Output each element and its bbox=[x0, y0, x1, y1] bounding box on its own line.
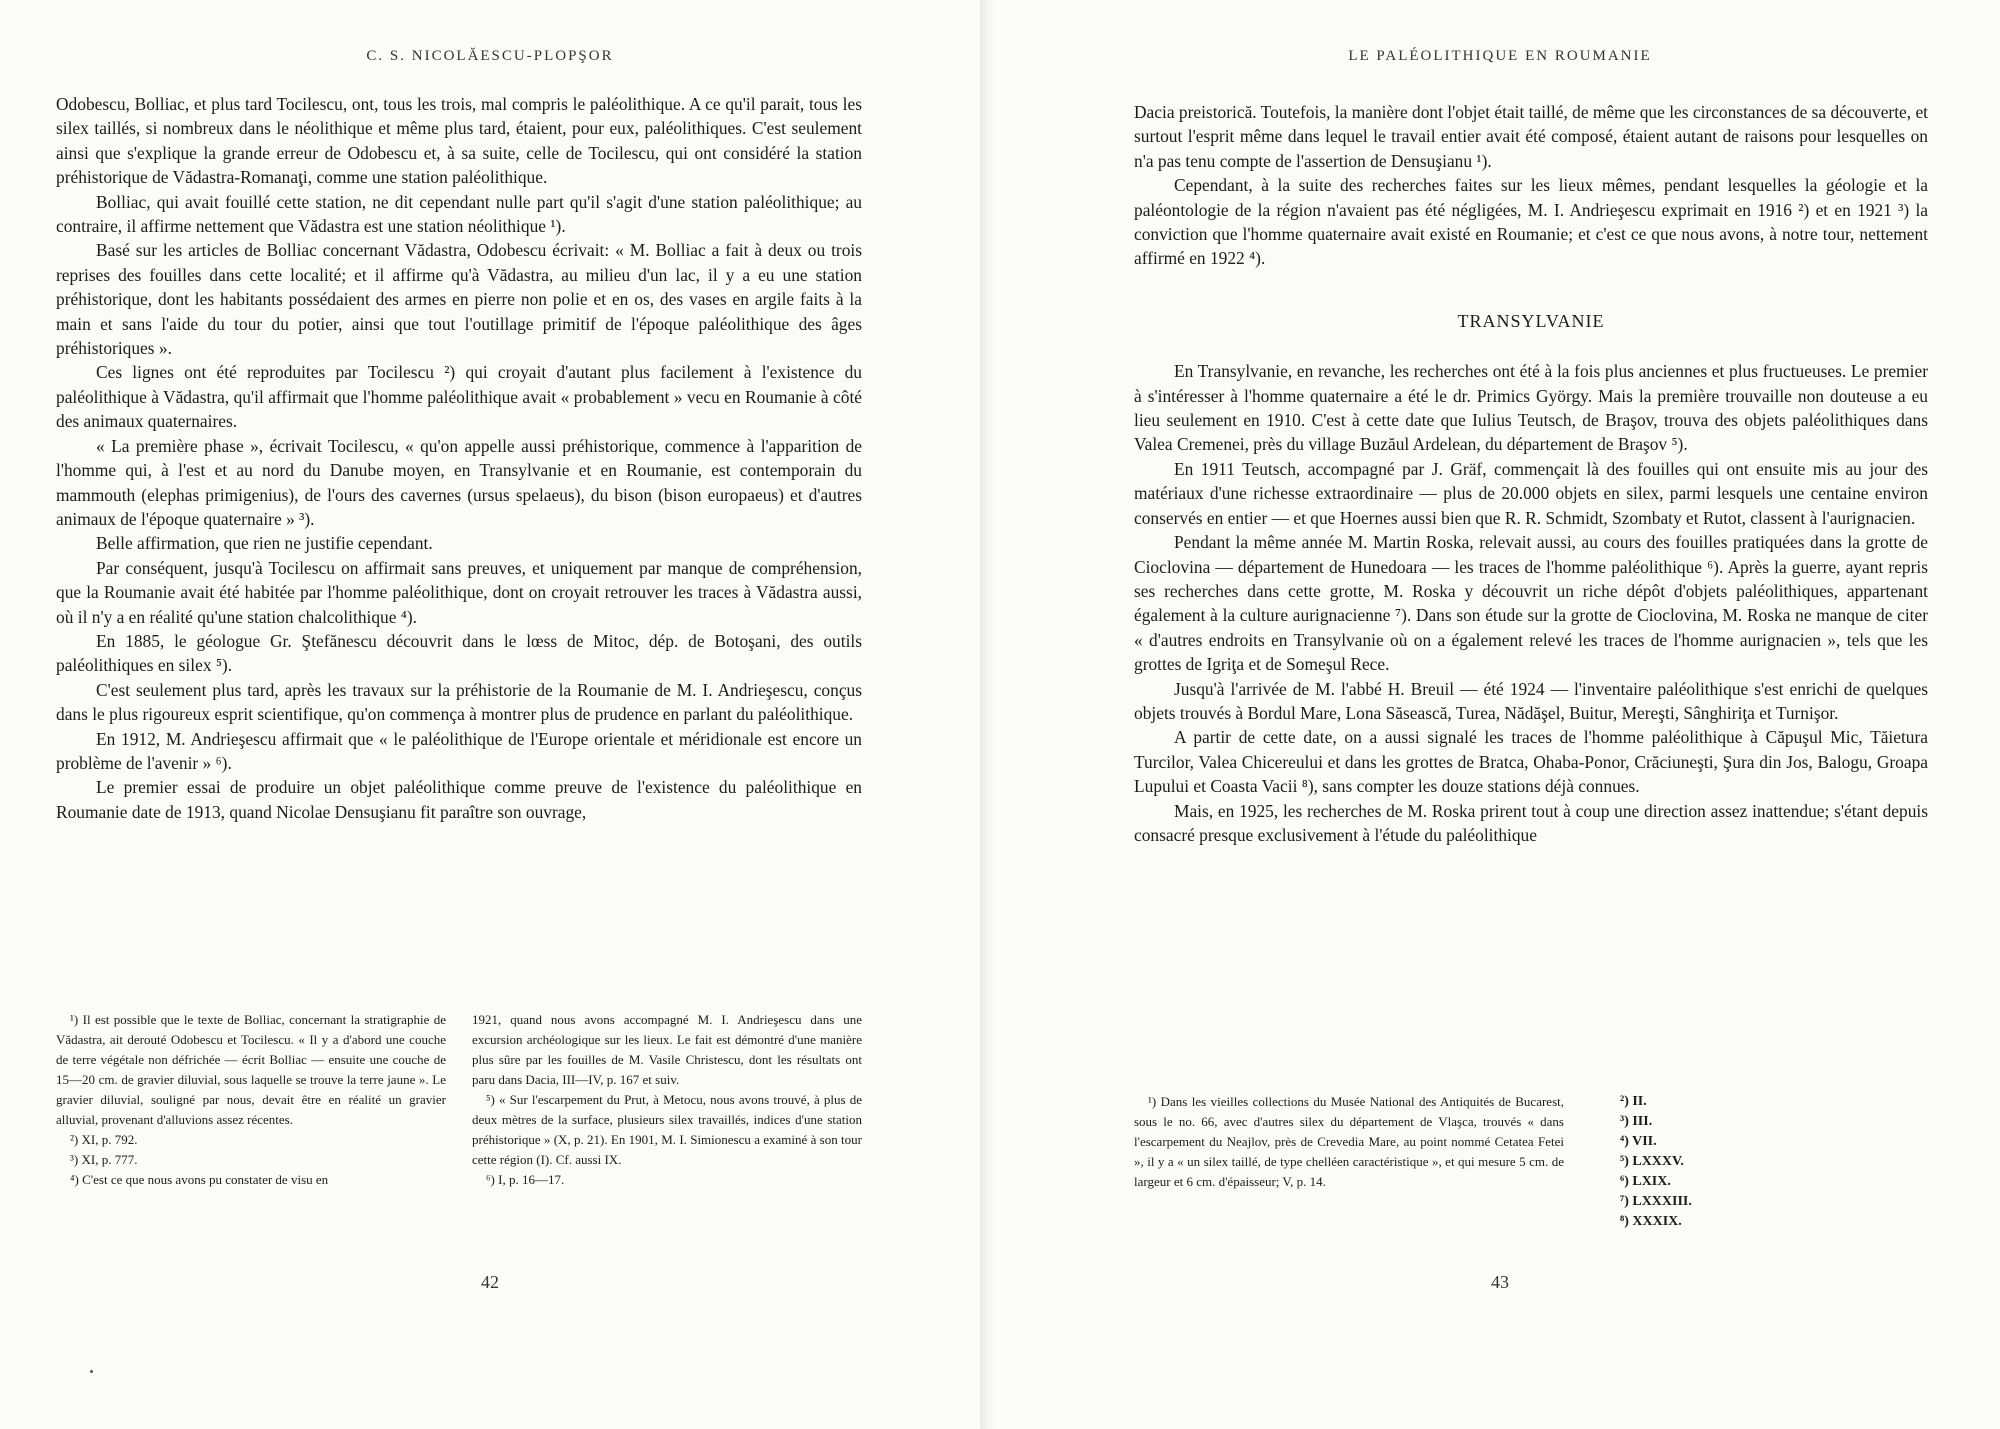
paragraph: Pendant la même année M. Martin Roska, relevait aussi, au cours des fouilles pratiquées dans la grotte de Cioclovina — département de Hunedoara — les traces de l'homme paléolithique ⁶). Après la guerre, ayant repris ses recherches dans cette grotte, M. Roska y découvrit un riche dépôt d'objets paléolithiques, appartenant également à la culture aurignacienne ⁷). Dans son étude sur la grotte de Cioclovina, M. Roska ne manque de citer « d'autres endroits en Transylvanie où on a également relevé les traces de l'homme aurignacien », tels que les grottes de Igriţa et de Someşul Rece. bbox=[1134, 532, 1928, 675]
footnotes-column-1 bbox=[1134, 1092, 1564, 1192]
page-number: 42 bbox=[481, 1272, 499, 1292]
body-text bbox=[56, 92, 862, 824]
footnote: ⁴) VII. bbox=[1620, 1134, 1657, 1149]
paragraph: Belle affirmation, que rien ne justifie cependant. bbox=[96, 533, 433, 554]
paragraph: C'est seulement plus tard, après les travaux sur la préhistorie de la Roumanie de M. I. Andrieşescu, conçus dans le plus rigoureux esprit scientifique, qu'on commença à montrer plus de prudence en parlant du paléolithique. bbox=[56, 679, 862, 725]
right-page bbox=[1000, 0, 2000, 1429]
paragraph: Odobescu, Bolliac, et plus tard Tocilescu, ont, tous les trois, mal compris le paléolithique. A ce qu'il parait, tous les silex taillés, si nombreux dans le néolithique et même plus tard, étaient, pour eux, paléolithiques. C'est seulement ainsi que s'explique la grande erreur de Odobescu et, à sa suite, celle de Tocilescu, qui ont considéré la station préhistorique de Vădastra-Romanaţi, comme une station paléolithique. bbox=[56, 94, 862, 188]
footnote: ⁸) XXXIX. bbox=[1620, 1214, 1682, 1229]
footnote: ⁵) « Sur l'escarpement du Prut, à Metocu, nous avons trouvé, à plus de deux mètres de la surface, plusieurs silex travaillés, indices d'une station préhistorique » (X, p. 21). En 1901, M. I. Simionescu a examiné à son tour cette région (I). Cf. aussi IX. bbox=[472, 1092, 862, 1167]
running-head: LE PALÉOLITHIQUE EN ROUMANIE bbox=[1348, 48, 1652, 64]
paragraph: A partir de cette date, on a aussi signalé les traces de l'homme paléolithique à Căpuşul Mic, Tăietura Turcilor, Valea Chicereului et dans les grottes de Bratca, Ohaba-Ponor, Crăciuneşti, Şura din Jos, Balogu, Groapa Lupului et Coasta Vacii ⁸), sans compter les douze stations déjà connues. bbox=[1134, 727, 1928, 797]
paragraph: Jusqu'à l'arrivée de M. l'abbé H. Breuil — été 1924 — l'inventaire paléolithique s'est enrichi de quelques objets trouvés à Bordul Mare, Lona Săsească, Turea, Nădăşel, Buitur, Mereşti, Sânghiriţa et Turnişor. bbox=[1134, 678, 1928, 723]
footnote: ²) II. bbox=[1620, 1094, 1647, 1109]
footnote: ⁶) I, p. 16—17. bbox=[486, 1172, 565, 1187]
footnote: ³) XI, p. 777. bbox=[70, 1152, 138, 1167]
paragraph: Basé sur les articles de Bolliac concernant Vădastra, Odobescu écrivait: « M. Bolliac a fait à deux ou trois reprises des fouilles dans cette localité; et il affirme qu'à Vădastra, au milieu d'un lac, il y a eu une station préhistorique, dont les habitants possédaient des armes en pierre non polie et en os, des vases en argile faits à la main et sans l'aide du tour du potier, ainsi que tout l'outillage primitif de l'époque paléolithique des âges préhistoriques ». bbox=[56, 240, 862, 359]
running-head: C. S. NICOLĂESCU-PLOPŞOR bbox=[366, 48, 614, 64]
paragraph: En Transylvanie, en revanche, les recherches ont été à la fois plus anciennes et plus fructueuses. Le premier à s'intéresser à l'homme quaternaire a été le dr. Primics György. Mais la première trouvaille non douteuse a eu lieu seulement en 1910. C'est à cette date que Iulius Teutsch, de Braşov, trouva des objets paléolithiques dans Valea Cremenei, près du village Buzăul Ardelean, du département de Braşov ⁵). bbox=[1134, 361, 1928, 455]
footnote: ²) XI, p. 792. bbox=[70, 1132, 138, 1147]
paragraph: « La première phase », écrivait Tocilescu, « qu'on appelle aussi préhistorique, commence à l'apparition de l'homme qui, à l'est et au nord du Danube moyen, en Transylvanie et en Roumanie, est contemporain du mammouth (elephas primigenius), de l'ours des cavernes (ursus spelaeus), du bison (bison europaeus) et d'autres animaux de l'époque quaternaire » ³). bbox=[56, 435, 862, 529]
paragraph: En 1885, le géologue Gr. Ştefănescu découvrit dans le lœss de Mitoc, dép. de Botoşani, des outils paléolithiques en silex ⁵). bbox=[56, 630, 862, 676]
paragraph: En 1912, M. Andrieşescu affirmait que « le paléolithique de l'Europe orientale et méridionale est encore un problème de l'avenir » ⁶). bbox=[56, 728, 862, 773]
body-text bbox=[1134, 100, 1928, 847]
book-gutter bbox=[980, 0, 1000, 1429]
footnote: 1921, quand nous avons accompagné M. I. Andrieşescu dans une excursion archéologique sur les lieux. Le fait est démontré d'une manière plus sûre par les fouilles de M. Vasile Christescu, dont les résultats ont paru dans Dacia, III—IV, p. 167 et suiv. bbox=[472, 1012, 862, 1087]
paragraph: Par conséquent, jusqu'à Tocilescu on affirmait sans preuves, et uniquement par manque de compréhension, que la Roumanie avait été habitée par l'homme paléolithique, dont on croyait retrouver les traces à Vădastra aussi, où il n'y a en réalité qu'une station chalcolithique ⁴). bbox=[56, 557, 862, 627]
footnote: ⁶) LXIX. bbox=[1620, 1174, 1671, 1189]
footnote: ¹) Il est possible que le texte de Bolliac, concernant la stratigraphie de Vădastra, ait derouté Odobescu et Tocilescu. « Il y a d'abord une couche de terre végétale non défrichée — écrit Bolliac — ensuite une couche de 15—20 cm. de gravier diluvial, sous laquelle se trouve la terre jaune ». Le gravier diluvial, souligné par nous, devait être en réalité un gravier alluvial, provenant d'alluvions assez récentes. bbox=[56, 1012, 446, 1127]
page-number: 43 bbox=[1491, 1272, 1509, 1292]
paragraph: Le premier essai de produire un objet paléolithique comme preuve de l'existence du paléolithique en Roumanie date de 1913, quand Nicolae Densuşianu fit paraître son ouvrage, bbox=[56, 777, 862, 822]
paragraph: Ces lignes ont été reproduites par Tocilescu ²) qui croyait d'autant plus facilement à l'existence du paléolithique à Vădastra, qu'il affirmait que l'homme paléolithique avait « probablement » vecu en Roumanie à côté des animaux quaternaires. bbox=[56, 362, 862, 432]
footnote: ³) III. bbox=[1620, 1114, 1653, 1129]
footnote: ¹) Dans les vieilles collections du Musée National des Antiquités de Bucarest, sous le no. 66, avec d'autres silex du département de Vlaşca, trouvés « dans l'escarpement du Neajlov, près de Crevedia Mare, au point nommé Cetatea Fetei », il y a « un silex taillé, de type chelléen caractéristique », et qui mesure 5 cm. de largeur et 6 cm. d'épaisseur; V, p. 14. bbox=[1134, 1094, 1564, 1189]
left-page bbox=[0, 0, 980, 1429]
footnotes-column-1 bbox=[56, 1010, 446, 1190]
footnote: ⁴) C'est ce que nous avons pu constater de visu en bbox=[70, 1172, 329, 1187]
paragraph: Cependant, à la suite des recherches faites sur les lieux mêmes, pendant lesquelles la géologie et la paléontologie de la région n'avaient pas été négligées, M. I. Andrieşescu exprimait en 1916 ²) et en 1921 ³) la conviction que l'homme quaternaire avait existé en Roumanie; et c'est ce que nous avons, à notre tour, nettement affirmé en 1922 ⁴). bbox=[1134, 175, 1928, 269]
paragraph: Dacia preistorică. Toutefois, la manière dont l'objet était taillé, de même que les circonstances de sa découverte, et surtout l'esprit même dans lequel le travail entier avait été composé, étaient autant de raisons pour lesquelles on n'a pas tenu compte de l'assertion de Densuşianu ¹). bbox=[1134, 102, 1928, 171]
speck bbox=[90, 1370, 93, 1373]
footnote: ⁷) LXXXIII. bbox=[1620, 1194, 1692, 1209]
footnotes-column-2 bbox=[472, 1010, 862, 1190]
paragraph: Mais, en 1925, les recherches de M. Roska prirent tout à coup une direction assez inattendue; s'étant depuis consacré presque exclusivement à l'étude du paléolithique bbox=[1134, 800, 1928, 845]
paragraph: Bolliac, qui avait fouillé cette station, ne dit cependant nulle part qu'il s'agit d'une station paléolithique; au contraire, il affirme nettement que Vădastra est une station néolithique ¹). bbox=[56, 191, 862, 237]
paragraph: En 1911 Teutsch, accompagné par J. Gräf, commençait là des fouilles qui ont ensuite mis au jour des matériaux d'une richesse extraordinaire — plus de 20.000 objets en silex, parmi lesquels une centaine environ conservés en entier — et que Hoernes aussi bien que R. R. Schmidt, Szombaty et Rutot, classent à l'aurignacien. bbox=[1134, 458, 1928, 528]
footnote: ⁵) LXXXV. bbox=[1620, 1154, 1684, 1169]
footnotes-column-2 bbox=[1620, 1092, 1820, 1232]
section-title: TRANSYLVANIE bbox=[1457, 310, 1605, 331]
